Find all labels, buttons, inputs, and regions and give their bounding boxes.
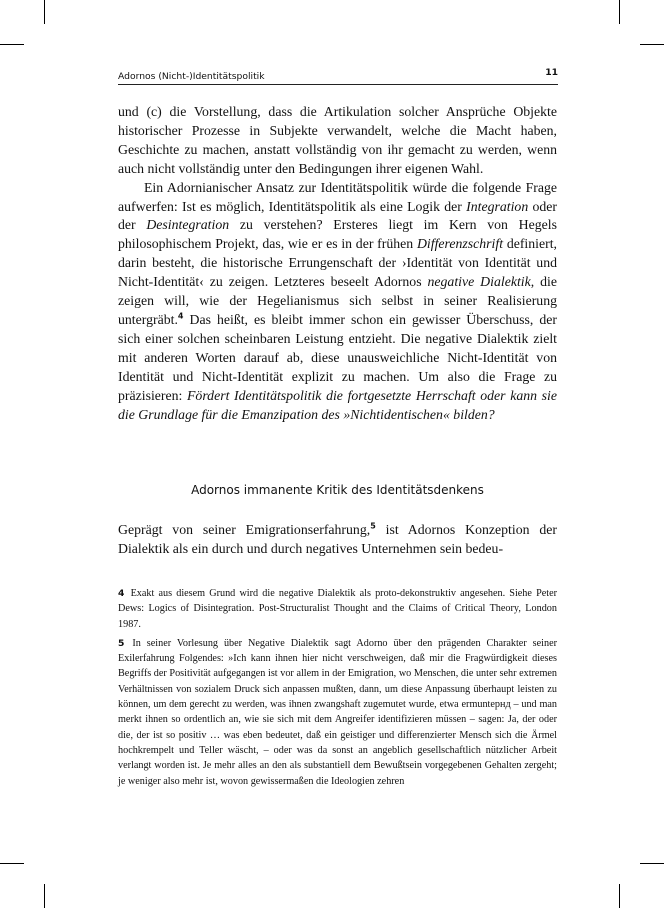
p2-italic-differenzschrift: Differenzschrift bbox=[416, 236, 504, 252]
paragraph-1: und (c) die Vorstellung, dass die Artikulation solcher Ansprüche Objekte historischer Prozesse in Subjekte verwandelt, welche die Macht haben, Geschichte zu machen, anstatt vollständig von ihr gemacht zu werden, wenn auch nicht vollständig unter den Bedingungen ihrer eigenen Wahl. bbox=[118, 104, 557, 176]
p2-text-3: zu verstehen? Ersteres liegt im Kern von Hegels philosophischem Projekt, das, wie er es in der frühen bbox=[118, 217, 557, 252]
p2-italic-integration: Integration bbox=[466, 198, 529, 214]
footnote-ref-4[interactable]: 4 bbox=[177, 311, 184, 321]
footnote-ref-5[interactable]: 5 bbox=[370, 521, 376, 531]
crop-mark-top-right-v bbox=[619, 0, 620, 24]
footnotes bbox=[118, 586, 557, 793]
p2-italic-question: Fördert Identitätspolitik die fortgesetzte Herrschaft oder kann sie die Grundlage für die Emanzipation des »Nichtidentischen« bilden? bbox=[118, 387, 557, 422]
crop-mark-bottom-right-v bbox=[619, 884, 620, 908]
crop-mark-top-left-h bbox=[0, 44, 24, 45]
crop-mark-bottom-left-h bbox=[0, 863, 24, 864]
crop-mark-bottom-left-v bbox=[44, 884, 45, 908]
p3-text-1: Geprägt von seiner Emigrationserfahrung, bbox=[118, 522, 371, 537]
crop-mark-bottom-right-h bbox=[640, 863, 664, 864]
running-title: Adornos (Nicht-)Identitätspolitik bbox=[118, 71, 265, 82]
page-number: 11 bbox=[545, 67, 558, 78]
main-text-continued bbox=[118, 520, 557, 558]
footnote-text: Exakt aus diesem Grund wird die negative Dialektik als proto-dekonstruktiv angesehen. Siehe Peter Dews: Logics of Disintegration. Post-Structuralist Thought and the Claims of Critical Theory, London 1987. bbox=[118, 588, 558, 630]
crop-mark-top-left-v bbox=[44, 0, 45, 24]
p2-text-1: Ein Adornianischer Ansatz zur Identitätspolitik würde die folgende Frage aufwerfen: Ist es möglich, Identitätspolitik als eine Logik der bbox=[118, 179, 557, 214]
footnote-text: In seiner Vorlesung über Negative Dialektik sagt Adorno über den prägenden Charakter seiner Exilerfahrung Folgendes: »Ich kann ihnen hier nicht verschweigen, daß mir die Fragwürdigkeit dieses Begriffs der Positivität aufgegangen ist vor allem in der Emigration, wo Menschen, die unter sehr extremen Verhältnissen von sozialem Druck sich anpassen mußten, dann, um diese Anpassung überhaupt leisten zu können, um dem gerecht zu werden, was ihnen zwangshaft zugemutet wurde, etwa ermuntернд – und man merkt ihnen so ordentlich an, wie sie sich mit dem Angreifer identifizieren müssen – sagen: Ja, der oder die, der ist so positiv … was eben bedeutet, daß ein geistiger und differenzierter Mensch sich die Ärmel hochkrempelt und Teller wäscht, – oder was da sonst an angeblich gesellschaftlich nützlicher Arbeit verlangt worden ist. Je mehr alles an den als substantiell dem Bewußtsein vorgegebenen Gehalten zergeht; je weniger also mehr ist, wovon gewissermaßen die Ideologien zehren bbox=[118, 637, 558, 787]
header-rule bbox=[118, 84, 558, 85]
running-header bbox=[118, 65, 558, 87]
crop-mark-top-right-h bbox=[640, 44, 664, 45]
p2-italic-negative-dialektik: negative Dialektik bbox=[427, 274, 531, 290]
p2-italic-desintegration: Desintegration bbox=[146, 217, 230, 233]
main-text bbox=[118, 103, 557, 424]
paragraph-3 bbox=[118, 520, 557, 558]
p2-text-2: oder der bbox=[118, 198, 557, 233]
footnote-number: 4 bbox=[118, 588, 125, 599]
p2-text-6: Das heißt, es bleibt immer schon ein gewisser Überschuss, der sich einer solchen scheinbaren Leistung entzieht. Die negative Dialektik zielt mit anderen Worten darauf ab, diese unausweichliche Nicht-Identität von Identität und Nicht-Identität explizit zu machen. Um also die Frage zu präzisieren: bbox=[118, 311, 557, 403]
paragraph-2 bbox=[118, 179, 557, 425]
p2-text-5: , die zeigen will, wie der Hegelianismus sich selbst in seiner Realisierung untergräbt. bbox=[118, 274, 557, 327]
footnote-4 bbox=[118, 586, 557, 632]
footnote-5 bbox=[118, 636, 557, 789]
p2-text-4: definiert, darin besteht, die historische Errungenschaft der ›Identität von Identität und Nicht-Identität‹ zu zeigen. Letzteres beseelt Adornos bbox=[118, 236, 558, 290]
p3-text-2: ist Adornos Konzeption der Dialektik als ein durch und durch negatives Unternehmen sein bedeu- bbox=[118, 522, 557, 556]
footnote-number: 5 bbox=[118, 637, 125, 649]
section-heading: Adornos immanente Kritik des Identitätsdenkens bbox=[191, 483, 484, 497]
